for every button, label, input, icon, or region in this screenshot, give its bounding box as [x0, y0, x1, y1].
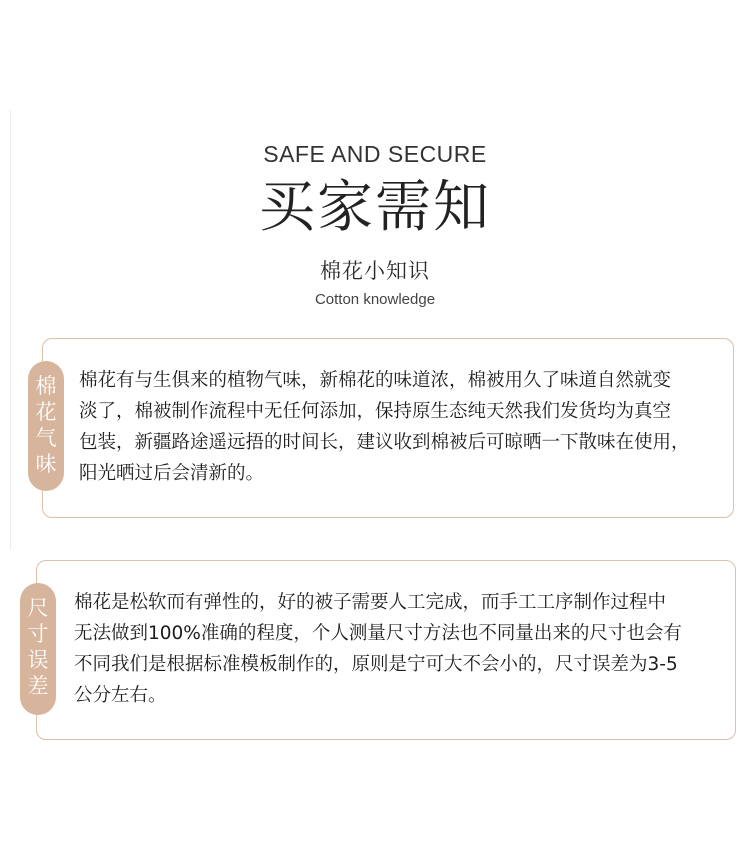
tab-char: 棉	[35, 374, 57, 398]
header	[0, 140, 750, 310]
text-line: 公分左右。	[74, 685, 167, 706]
text-line: 淡了，棉被制作流程中无任何添加，保持原生态纯天然我们发货均为真空	[79, 401, 672, 422]
text-line: 无法做到100%准确的程度，个人测量尺寸方法也不同量出来的尺寸也会有	[74, 623, 682, 644]
tab-char: 花	[35, 400, 57, 424]
tab-char: 气	[35, 426, 57, 450]
subtitle-english: SAFE AND SECURE	[263, 141, 487, 167]
size-tolerance-tab	[20, 583, 56, 715]
text-line: 棉花是松软而有弹性的，好的被子需要人工完成，而手工工序制作过程中	[74, 592, 667, 613]
size-tolerance-text	[74, 587, 682, 711]
text-line: 不同我们是根据标准模板制作的，原则是宁可大不会小的，尺寸误差为3-5	[74, 654, 678, 675]
section-title-chinese: 棉花小知识	[320, 259, 430, 283]
text-line: 棉花有与生俱来的植物气味，新棉花的味道浓，棉被用久了味道自然就变	[79, 370, 672, 391]
page-title: 买家需知	[259, 175, 491, 240]
tab-char: 尺	[27, 596, 49, 620]
text-line: 包装，新疆路途遥远捂的时间长，建议收到棉被后可晾晒一下散味在使用，	[79, 432, 690, 453]
cotton-smell-text	[79, 365, 690, 489]
section-title-english: Cotton knowledge	[314, 291, 436, 308]
cotton-smell-tab	[28, 361, 64, 491]
tab-char: 寸	[27, 622, 49, 646]
text-line: 阳光晒过后会清新的。	[79, 463, 265, 484]
tab-char: 误	[27, 648, 49, 672]
tab-char: 差	[27, 674, 49, 698]
tab-char: 味	[35, 452, 57, 476]
